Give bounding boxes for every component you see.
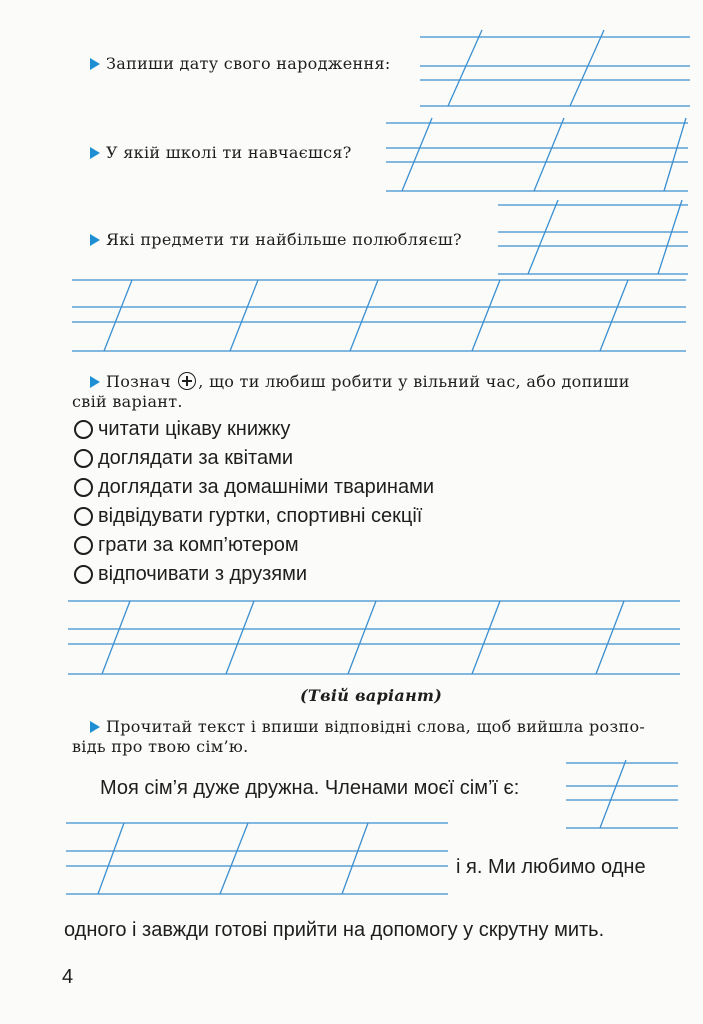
question-birth-date-text: Запиши дату свого народження:	[106, 54, 391, 73]
bullet-triangle-icon	[90, 721, 100, 733]
question-family-text: Прочитай текст і впиши відповідні слова, щоб вийшла розпо-	[106, 717, 646, 736]
answer-lines-school[interactable]	[386, 118, 688, 198]
option-label: відпочивати з друзями	[98, 563, 308, 585]
option-checkbox-icon[interactable]	[74, 478, 93, 497]
option-item[interactable]	[74, 418, 290, 441]
option-item[interactable]	[74, 563, 307, 586]
page-number: 4	[62, 966, 74, 988]
option-item[interactable]	[74, 505, 422, 528]
answer-lines-subjects-short[interactable]	[498, 200, 688, 280]
option-checkbox-icon[interactable]	[74, 565, 93, 584]
answer-lines-birth-date[interactable]	[420, 30, 690, 110]
question-birth-date	[90, 54, 391, 73]
bullet-triangle-icon	[90, 376, 100, 388]
question-school-text: У якій школі ти навчаєшся?	[106, 143, 352, 162]
question-school	[90, 143, 352, 162]
option-label: відвідувати гуртки, спортивні секції	[98, 505, 423, 527]
option-label: читати цікаву книжку	[98, 418, 291, 440]
story-line-3: одного і завжди готові прийти на допомогу у скрутну мить.	[64, 919, 605, 941]
answer-lines-family-long[interactable]	[66, 818, 448, 898]
bullet-triangle-icon	[90, 58, 100, 70]
option-item[interactable]	[74, 534, 299, 557]
question-subjects-text: Які предмети ти найбільше полюбляєш?	[106, 230, 462, 249]
option-checkbox-icon[interactable]	[74, 420, 93, 439]
question-free-time-line2: свій варіант.	[72, 392, 183, 411]
option-checkbox-icon[interactable]	[74, 536, 93, 555]
question-family-line2: відь про твою сім’ю.	[72, 737, 249, 756]
answer-lines-your-variant[interactable]	[68, 596, 680, 680]
option-checkbox-icon[interactable]	[74, 449, 93, 468]
answer-lines-subjects-long[interactable]	[72, 275, 686, 357]
question-family	[90, 717, 645, 736]
bullet-triangle-icon	[90, 147, 100, 159]
option-label: доглядати за квітами	[98, 447, 294, 469]
option-item[interactable]	[74, 476, 434, 499]
your-variant-label: (Твій варіант)	[300, 686, 443, 705]
option-checkbox-icon[interactable]	[74, 507, 93, 526]
option-label: доглядати за домашніми тваринами	[98, 476, 434, 498]
bullet-triangle-icon	[90, 234, 100, 246]
answer-lines-family-short[interactable]	[566, 760, 678, 832]
story-line-1: Моя сім’я дуже дружна. Членами моєї сім’ї є:	[100, 777, 520, 799]
question-free-time-text-b: , що ти любиш робити у вільний час, або допиши	[198, 372, 630, 391]
question-free-time-text-a: Познач	[106, 372, 171, 391]
story-line-2: і я. Ми любимо одне	[456, 856, 646, 878]
circled-plus-icon	[178, 372, 196, 390]
option-item[interactable]	[74, 447, 293, 470]
option-label: грати за комп’ютером	[98, 534, 299, 556]
question-subjects	[90, 230, 462, 249]
question-free-time	[90, 372, 630, 391]
